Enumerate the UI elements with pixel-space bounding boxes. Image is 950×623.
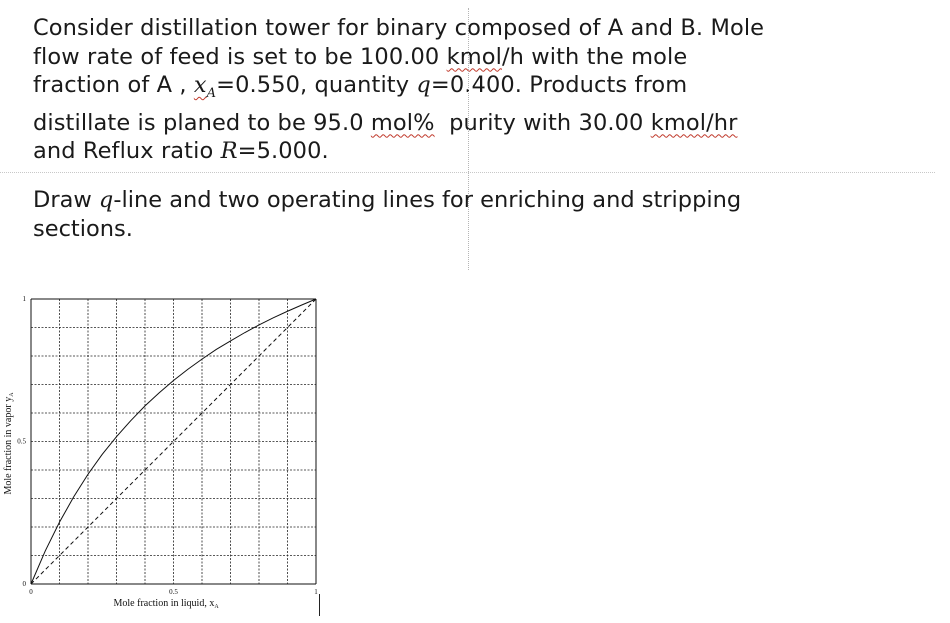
chart-grid	[31, 299, 316, 584]
purity-unit: mol%	[370, 109, 435, 136]
y-tick-label: 0.5	[17, 437, 26, 446]
problem-statement	[33, 14, 913, 166]
x-tick-label: 0	[29, 588, 33, 596]
y-tick-label: 1	[22, 295, 26, 303]
feed-rate-tail: /h with the mole	[501, 43, 688, 70]
y-tick-label: 0	[22, 580, 26, 588]
task-line-1	[33, 186, 913, 215]
xA-value-text: =0.550, quantity	[216, 72, 417, 98]
problem-line-1-text: Consider distillation tower for binary composed of A and B. Mole	[33, 15, 765, 41]
task-q-variable: q	[98, 187, 114, 213]
y-axis-label: Mole fraction in vapor $y_A$	[3, 392, 15, 495]
feed-rate-text: flow rate of feed is set to be 100.00	[33, 43, 447, 70]
problem-line-4	[33, 109, 913, 138]
task-line-1-text: -line and two operating lines for enriching and stripping	[113, 187, 742, 213]
xA-subscript: A	[206, 86, 217, 101]
problem-line-2	[33, 43, 913, 72]
feed-rate-unit: kmol	[446, 43, 502, 70]
x-tick-label: 1	[314, 588, 318, 596]
q-value-text: =0.400. Products from	[430, 72, 688, 98]
mole-fraction-text: fraction of A ,	[33, 72, 194, 98]
problem-line-3	[33, 71, 913, 109]
chart-ticks	[17, 295, 318, 596]
xA-symbol: x	[193, 72, 207, 98]
reflux-value-text: =5.000.	[237, 138, 329, 164]
x-tick-label: 0.5	[169, 588, 178, 596]
R-variable: R	[220, 138, 238, 164]
reflux-text: and Reflux ratio	[33, 138, 221, 164]
xA-variable	[193, 72, 217, 101]
q-variable: q	[416, 72, 431, 98]
distillate-rate-text: purity with 30.00	[434, 109, 651, 136]
x-axis-label: Mole fraction in liquid, $x_A$	[113, 598, 219, 610]
mccabe-thiele-chart	[0, 288, 340, 618]
purity-text: distillate is planed to be 95.0	[33, 109, 371, 136]
task-line-2-text: sections.	[33, 215, 133, 242]
task-draw-text: Draw	[33, 187, 99, 213]
task-statement	[33, 186, 913, 243]
problem-line-1	[33, 14, 913, 43]
task-line-2	[33, 215, 913, 244]
distillate-rate-unit: kmol/hr	[650, 109, 738, 136]
problem-line-5	[33, 137, 913, 166]
text-cursor	[319, 594, 320, 616]
